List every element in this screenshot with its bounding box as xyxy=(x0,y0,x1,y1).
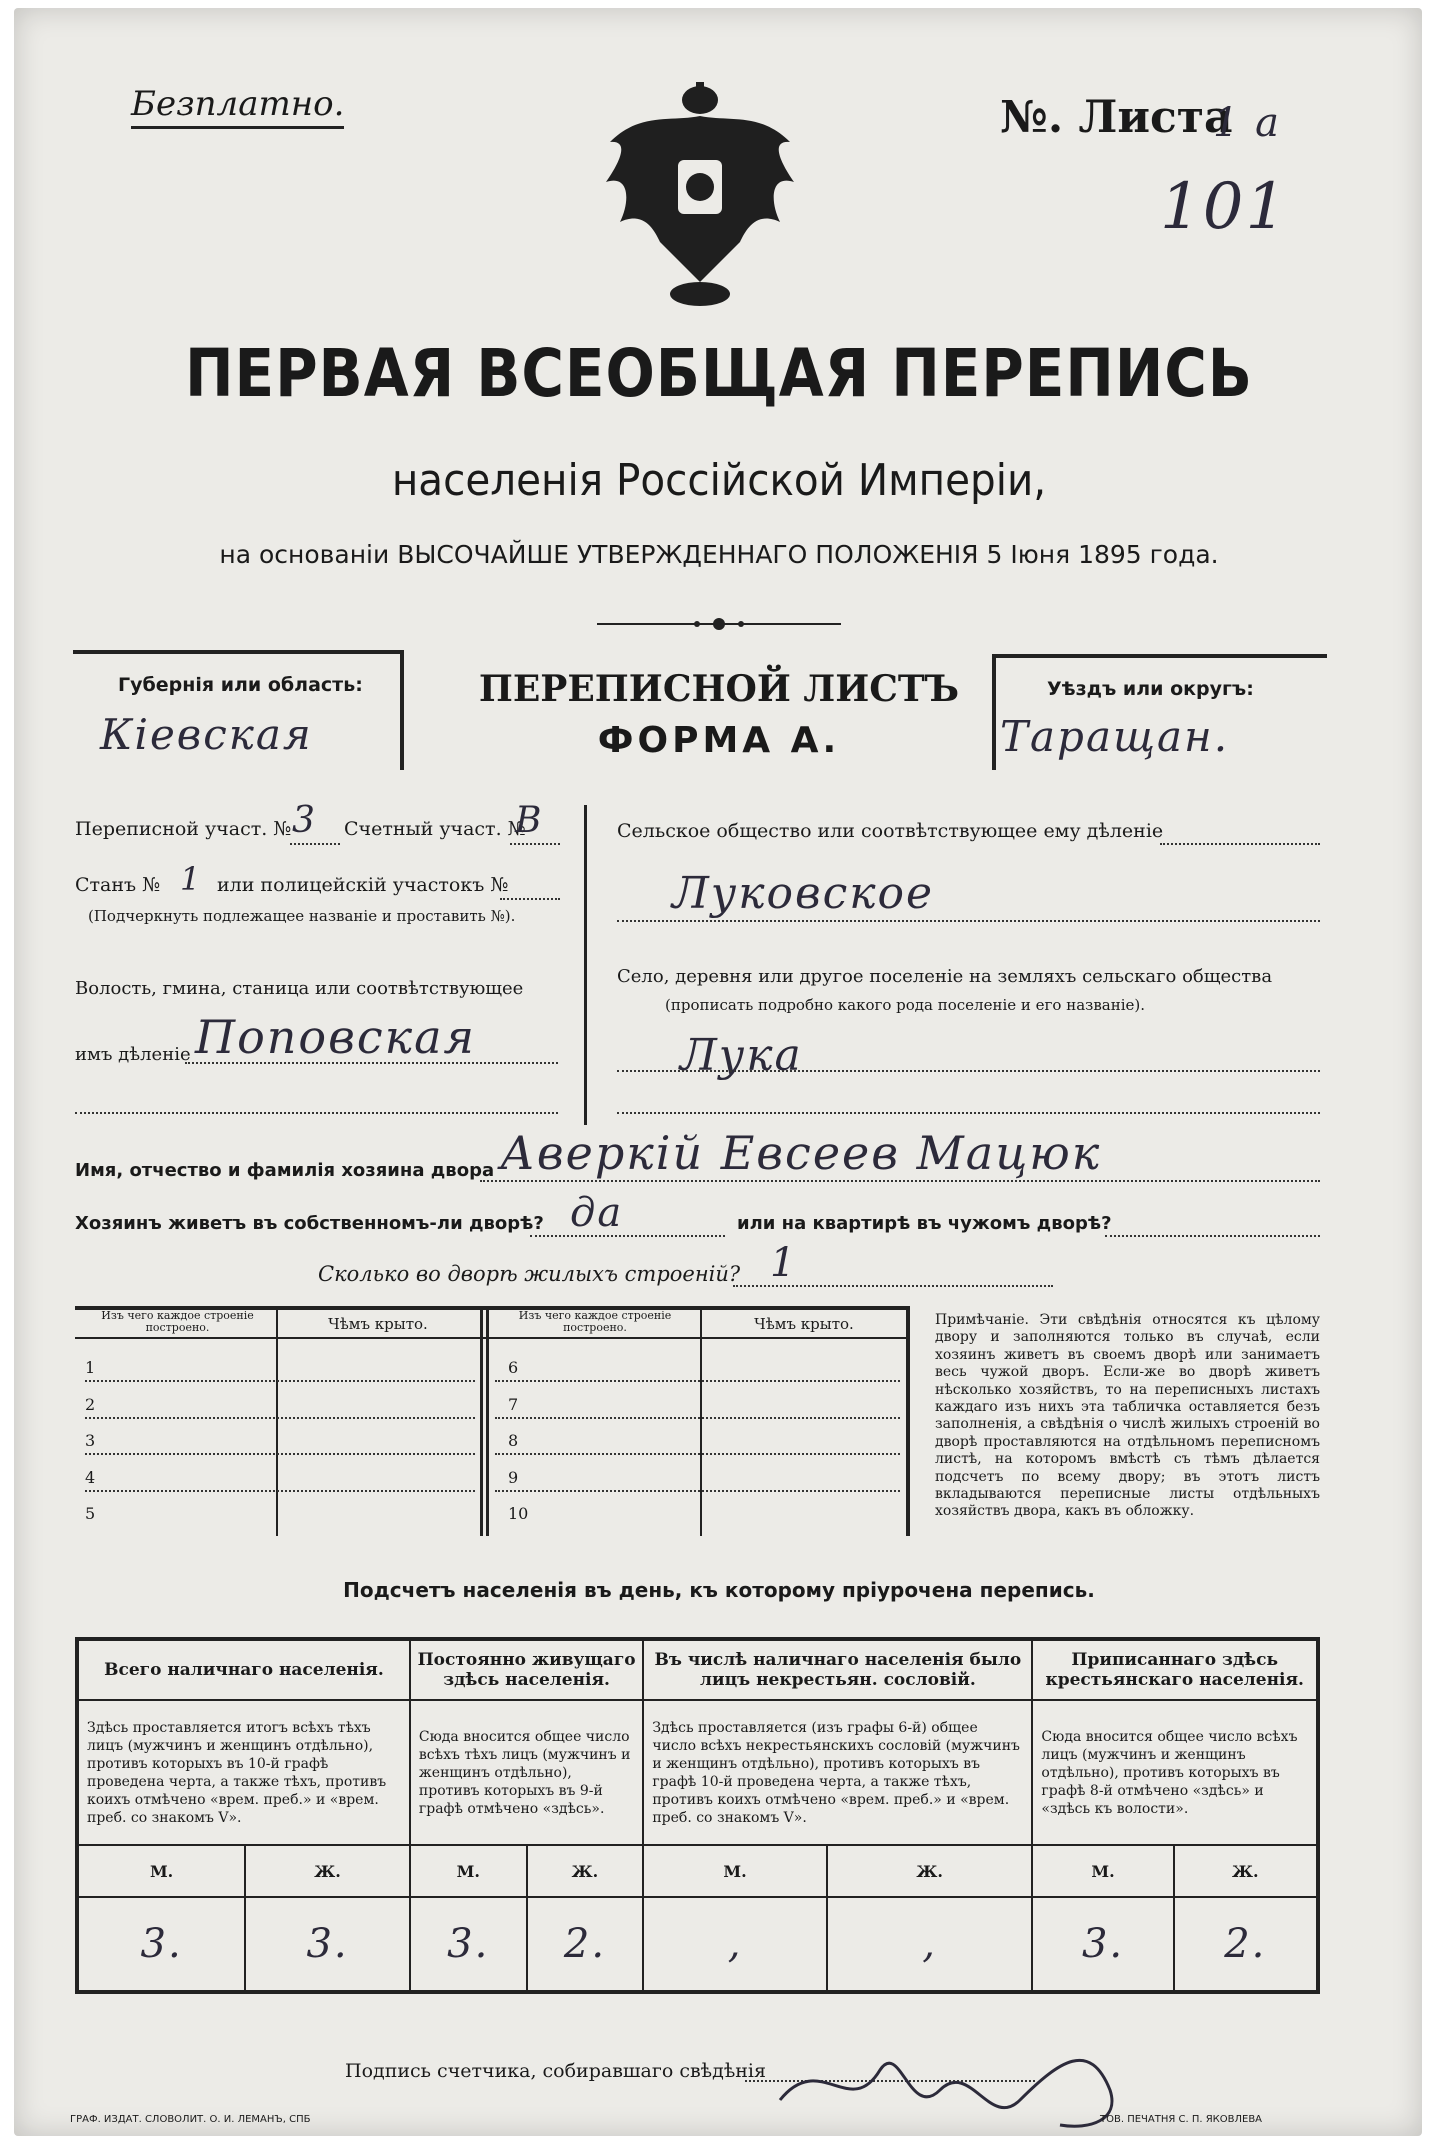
material-header-left: Изъ чего каждое строеніе построено. xyxy=(101,1309,254,1334)
decree-line: на основаніи ВЫСОЧАЙШЕ УТВЕРЖДЕННАГО ПОЛОЖЕНІЯ 5 Іюня 1895 года. xyxy=(219,540,1219,569)
form-subtitle: ФОРМА А. xyxy=(597,720,841,761)
signature-label: Подпись счетчика, собиравшаго свѣдѣнія xyxy=(345,2060,766,2082)
free-label: Безплатно. xyxy=(131,82,344,129)
pop-col-desc: Здѣсь проставляется (изъ графы 6-й) общее число всѣхъ некрестьянскихъ сословій (мужчинъ и женщинъ отдѣльно), противъ которыхъ въ графѣ 10-й проведена черта, а также тѣхъ, противъ коихъ отмѣчено «врем. преб.» и «врем. преб. со знакомъ V». xyxy=(643,1700,1032,1845)
volost-value: Поповская xyxy=(195,1010,477,1064)
table-row: 6 xyxy=(508,1358,519,1377)
printer-left: ГРАФ. ИЗДАТ. СЛОВОЛИТ. О. И. ЛЕМАНЪ, СПБ xyxy=(70,2114,311,2125)
stan-value: 1 xyxy=(180,860,203,898)
pop-col-desc: Здѣсь проставляется итогъ всѣхъ тѣхъ лицъ (мужчинъ и женщинъ отдѣльно), противъ которыхъ въ 10-й графѣ проведена черта, а также тѣхъ, противъ коихъ отмѣчено «врем. преб.» и «врем. преб. со знакомъ V». xyxy=(77,1700,410,1845)
count-value: 3. xyxy=(1032,1897,1173,1992)
census-district-label: Переписной участ. № xyxy=(75,818,292,840)
table-row: 1 xyxy=(85,1358,96,1377)
note-text: Примѣчаніе. Эти свѣдѣнія относятся къ цѣлому двору и заполняются только въ случаѣ, если хозяинъ живетъ въ своемъ дворѣ или занимаетъ весь чужой дворъ. Если-же во дворѣ живетъ нѣсколько хозяйствъ, то на переписныхъ листахъ каждаго изъ нихъ эта табличка оставляется безъ заполненія, а свѣдѣнія о числѣ жилыхъ строеній во дворѣ проставляются на отдѣльномъ переписномъ листѣ, на которомъ вмѣстѣ съ тѣмъ дѣлается подсчетъ по всему двору; въ этотъ листъ вкладываются переписные листы отдѣльныхъ хозяйствъ двора, какъ въ обложку. xyxy=(935,1312,1320,1520)
count-value: 2. xyxy=(1174,1897,1318,1992)
female-label: Ж. xyxy=(245,1845,410,1897)
count-district-label: Счетный участ. № xyxy=(344,818,526,840)
count-value: 3. xyxy=(77,1897,245,1992)
buildings-value: 1 xyxy=(770,1240,798,1286)
pop-col-title: Постоянно живущаго здѣсь населенія. xyxy=(410,1639,643,1700)
pop-col-desc: Сюда вносится общее число всѣхъ лицъ (мужчинъ и женщинъ отдѣльно), противъ которыхъ въ графѣ 8-й отмѣчено «здѣсь» и «здѣсь къ волости». xyxy=(1032,1700,1318,1845)
own-yard-value: да xyxy=(570,1190,624,1236)
archive-number: 101 xyxy=(1160,170,1289,244)
pop-col-title: Всего наличнаго населенія. xyxy=(77,1639,410,1700)
population-heading: Подсчетъ населенія въ день, къ которому пріурочена перепись. xyxy=(343,1578,1095,1602)
count-value: 3. xyxy=(410,1897,527,1992)
female-label: Ж. xyxy=(827,1845,1033,1897)
stan-label: Станъ № xyxy=(75,874,161,896)
census-district-value: 3 xyxy=(292,800,317,841)
village-value: Лука xyxy=(680,1030,803,1081)
table-row: 2 xyxy=(85,1394,96,1414)
material-header-right: Изъ чего каждое строеніе построено. xyxy=(518,1309,672,1334)
society-value: Луковское xyxy=(672,868,935,919)
uezd-value: Таращан. xyxy=(1000,712,1230,761)
population-table xyxy=(75,1637,1320,1994)
count-value: , xyxy=(827,1897,1033,1992)
table-row: 7 xyxy=(508,1394,519,1414)
volost-label: Волость, гмина, станица или соотвѣтствующее xyxy=(75,978,524,999)
imperial-eagle-icon xyxy=(600,82,800,307)
male-label: М. xyxy=(77,1845,245,1897)
pop-col-desc: Сюда вносится общее число всѣхъ тѣхъ лицъ (мужчинъ и женщинъ отдѣльно), противъ которыхъ въ 9-й графѣ отмѣчено «здѣсь». xyxy=(410,1700,643,1845)
own-yard-label: Хозяинъ живетъ въ собственномъ-ли дворѣ? xyxy=(75,1213,544,1234)
society-label: Сельское общество или соотвѣтствующее ему дѣленіе xyxy=(617,820,1164,842)
building-rows-right xyxy=(508,1350,528,1533)
table-row: 5 xyxy=(85,1504,96,1523)
printer-right: ТОВ. ПЕЧАТНЯ С. П. ЯКОВЛЕВА xyxy=(1100,2114,1263,2125)
police-note: (Подчеркнуть подлежащее названіе и проставить №). xyxy=(88,907,516,925)
sheet-number-label: №. Листа xyxy=(1000,92,1233,143)
page-subtitle: населенія Россійской Имперіи, xyxy=(391,455,1047,506)
table-row: 9 xyxy=(508,1467,519,1487)
table-row: 10 xyxy=(508,1504,529,1523)
rent-label: или на квартирѣ въ чужомъ дворѣ? xyxy=(737,1213,1112,1234)
signature-scribble xyxy=(760,2030,1140,2140)
male-label: М. xyxy=(643,1845,827,1897)
male-label: М. xyxy=(1032,1845,1173,1897)
pop-col-title: Приписаннаго здѣсь крестьянскаго населенія. xyxy=(1032,1639,1318,1700)
buildings-label: Сколько во дворѣ жилыхъ строеній? xyxy=(318,1262,741,1286)
male-label: М. xyxy=(410,1845,527,1897)
village-label: Село, деревня или другое поселеніе на земляхъ сельскаго общества xyxy=(617,966,1273,987)
gubernia-value: Кіевская xyxy=(100,710,313,759)
roof-header-right: Чѣмъ крыто. xyxy=(754,1315,854,1333)
count-district-value: В xyxy=(515,800,544,841)
police-label: или полицейскій участокъ № xyxy=(217,874,509,896)
gubernia-label: Губернія или область: xyxy=(118,674,363,696)
form-title: ПЕРЕПИСНОЙ ЛИСТЪ xyxy=(478,668,960,710)
female-label: Ж. xyxy=(527,1845,644,1897)
sheet-number-value: 1 а xyxy=(1213,100,1282,146)
table-row: 8 xyxy=(508,1431,519,1450)
ornament-divider xyxy=(597,614,841,634)
village-note: (прописать подробно какого рода поселеніе и его названіе). xyxy=(665,996,1145,1014)
owner-value: Аверкій Евсеев Мацюк xyxy=(500,1126,1102,1180)
page-title: ПЕРВАЯ ВСЕОБЩАЯ ПЕРЕПИСЬ xyxy=(185,335,1253,412)
count-value: 3. xyxy=(245,1897,410,1992)
building-rows-left xyxy=(85,1350,95,1533)
count-value: , xyxy=(643,1897,827,1992)
volost-label-2: имъ дѣленіе xyxy=(75,1044,191,1065)
uezd-label: Уѣздъ или округъ: xyxy=(1047,678,1254,700)
pop-col-title: Въ числѣ наличнаго населенія было лицъ некрестьян. сословій. xyxy=(643,1639,1032,1700)
roof-header-left: Чѣмъ крыто. xyxy=(328,1315,428,1333)
table-row: 3 xyxy=(85,1431,96,1450)
female-label: Ж. xyxy=(1174,1845,1318,1897)
count-value: 2. xyxy=(527,1897,644,1992)
table-row: 4 xyxy=(85,1467,96,1487)
owner-label: Имя, отчество и фамилія хозяина двора xyxy=(75,1160,495,1181)
